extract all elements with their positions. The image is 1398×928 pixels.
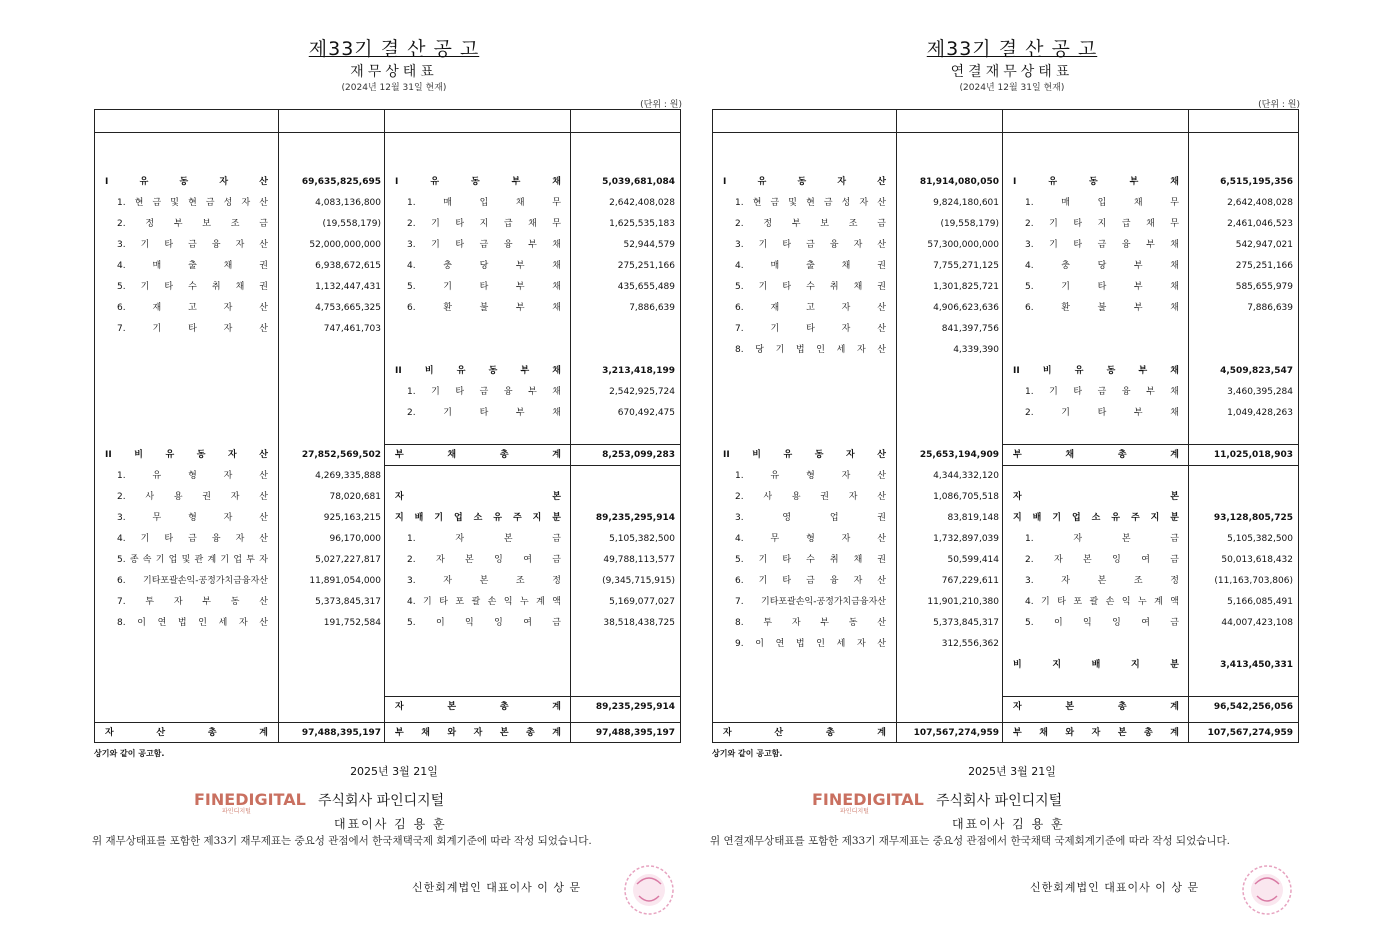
account-label: 7. 투 자 부 동 산 — [117, 597, 268, 607]
account-label: I 유 동 자 산 — [105, 177, 268, 187]
account-label: 자 본 총 계 — [1013, 702, 1179, 712]
account-amount: 78,020,681 — [329, 492, 381, 502]
account-label: 자 본 — [395, 492, 561, 502]
account-label: 5. 기 타 부 채 — [407, 282, 561, 292]
account-label: 1. 현 금 및 현 금 성 자 산 — [735, 198, 886, 208]
statement-subtitle: 연결재무상태표 — [950, 64, 1074, 80]
ceo-name: 대표이사 김 용 훈 — [952, 817, 1065, 831]
account-label: 7. 기 타 자 산 — [735, 324, 886, 334]
account-amount: 4,753,665,325 — [315, 303, 381, 313]
section-divider — [1002, 696, 1298, 697]
account-label: I 유 동 부 채 — [1013, 177, 1179, 187]
ceo-name: 대표이사 김 용 훈 — [334, 817, 447, 831]
account-amount: 50,599,414 — [947, 555, 999, 565]
account-amount: 49,788,113,577 — [603, 555, 675, 565]
account-label: 2. 기 타 지 급 채 무 — [1025, 219, 1179, 229]
account-label: 3. 자 본 조 정 — [1025, 576, 1179, 586]
account-label: 비 지 배 지 분 — [1013, 660, 1179, 670]
account-amount: 4,509,823,547 — [1220, 366, 1293, 376]
account-label: 2. 사 용 권 자 산 — [117, 492, 268, 502]
as-of-date: (2024년 12월 31일 현재) — [959, 83, 1065, 93]
section-divider — [1002, 444, 1298, 445]
account-amount: 4,339,390 — [953, 345, 999, 355]
account-label: 3. 무 형 자 산 — [117, 513, 268, 523]
consolidated-financial-statement — [712, 0, 1312, 928]
notice-date: 2025년 3월 21일 — [350, 765, 438, 778]
account-label: II 비 유 동 자 산 — [105, 450, 268, 460]
account-amount: 57,300,000,000 — [927, 240, 999, 250]
auditor-seal-stamp — [1237, 862, 1297, 918]
account-label: 1. 자 본 금 — [1025, 534, 1179, 544]
account-label: I 유 동 자 산 — [723, 177, 886, 187]
account-label: 4. 기 타 포 괄 손 익 누 계 액 — [407, 597, 561, 607]
account-amount: 747,461,703 — [323, 324, 381, 334]
unit-label: (단위 : 원) — [640, 100, 682, 110]
account-amount: 4,344,332,120 — [933, 471, 999, 481]
account-label: 3. 기 타 금 융 자 산 — [117, 240, 268, 250]
account-amount: 11,025,018,903 — [1213, 450, 1293, 460]
balance-sheet-table — [712, 109, 1299, 743]
account-amount: 1,732,897,039 — [933, 534, 999, 544]
account-amount: 767,229,611 — [941, 576, 999, 586]
account-label: 2. 정 부 보 조 금 — [735, 219, 886, 229]
account-amount: 7,755,271,125 — [933, 261, 999, 271]
account-label: 지 배 기 업 소 유 주 지 분 — [395, 513, 561, 523]
account-label: 4. 충 당 부 채 — [1025, 261, 1179, 271]
account-amount: 3,460,395,284 — [1227, 387, 1293, 397]
account-label: 3. 기 타 금 융 자 산 — [735, 240, 886, 250]
company-name: 주식회사 파인디지털 — [936, 793, 1063, 809]
header-divider — [713, 132, 1298, 133]
account-amount: 9,824,180,601 — [933, 198, 999, 208]
account-amount: 2,642,408,028 — [609, 198, 675, 208]
account-label: 자 본 — [1013, 492, 1179, 502]
account-amount: 670,492,475 — [617, 408, 675, 418]
section-divider — [1002, 465, 1298, 466]
account-label: 3. 영 업 권 — [735, 513, 886, 523]
total-divider — [95, 722, 680, 723]
account-amount: 1,086,705,518 — [933, 492, 999, 502]
account-amount: 52,000,000,000 — [309, 240, 381, 250]
auditor-signature: 신한회계법인 대표이사 이 상 문 — [1030, 881, 1200, 894]
notice-date: 2025년 3월 21일 — [968, 765, 1056, 778]
account-label: 8. 이 연 법 인 세 자 산 — [117, 618, 268, 628]
auditor-signature: 신한회계법인 대표이사 이 상 문 — [412, 881, 582, 894]
total-liab-equity-label: 부 채 와 자 본 총 계 — [1013, 728, 1179, 738]
account-amount: 435,655,489 — [617, 282, 675, 292]
account-label: 1. 유 형 자 산 — [117, 471, 268, 481]
account-amount: 25,653,194,909 — [919, 450, 999, 460]
account-amount: 5,169,077,027 — [609, 597, 675, 607]
account-label: 2. 기 타 부 채 — [407, 408, 561, 418]
account-label: 3. 기 타 금 융 부 채 — [407, 240, 561, 250]
total-assets-amount: 107,567,274,959 — [913, 728, 999, 738]
column-divider — [384, 110, 385, 742]
notice-footer: 상기와 같이 공고함. — [712, 749, 783, 758]
account-label: 8. 당 기 법 인 세 자 산 — [735, 345, 886, 355]
notice-footer: 상기와 같이 공고함. — [94, 749, 165, 758]
account-label: 2. 사 용 권 자 산 — [735, 492, 886, 502]
account-amount: 7,886,639 — [629, 303, 675, 313]
account-label: 6. 기타포괄손익-공정가치금융자산 — [117, 576, 268, 586]
account-amount: 2,642,408,028 — [1227, 198, 1293, 208]
account-label: II 비 유 동 부 채 — [395, 366, 561, 376]
account-amount: 89,235,295,914 — [595, 702, 675, 712]
account-label: 7. 기타포괄손익-공정가치금융자산 — [735, 597, 886, 607]
account-label: 7. 기 타 자 산 — [117, 324, 268, 334]
account-amount: 5,027,227,817 — [315, 555, 381, 565]
account-label: 2. 자 본 잉 여 금 — [407, 555, 561, 565]
header-divider — [95, 132, 680, 133]
account-amount: (11,163,703,806) — [1214, 576, 1293, 586]
account-amount: 89,235,295,914 — [595, 513, 675, 523]
account-amount: 96,170,000 — [329, 534, 381, 544]
account-label: 9. 이 연 법 인 세 자 산 — [735, 639, 886, 649]
account-label: 5. 기 타 부 채 — [1025, 282, 1179, 292]
account-label: 1. 유 형 자 산 — [735, 471, 886, 481]
account-amount: 925,163,215 — [323, 513, 381, 523]
account-amount: 275,251,166 — [617, 261, 675, 271]
account-label: 6. 재 고 자 산 — [735, 303, 886, 313]
account-amount: 44,007,423,108 — [1221, 618, 1293, 628]
account-label: 1. 자 본 금 — [407, 534, 561, 544]
account-label: 4. 기 타 포 괄 손 익 누 계 액 — [1025, 597, 1179, 607]
account-amount: 542,947,021 — [1235, 240, 1293, 250]
separate-financial-statement — [94, 0, 694, 928]
company-name: 주식회사 파인디지털 — [318, 793, 445, 809]
account-amount: 275,251,166 — [1235, 261, 1293, 271]
account-amount: 5,039,681,084 — [602, 177, 675, 187]
account-label: 1. 기 타 금 융 부 채 — [407, 387, 561, 397]
account-amount: 96,542,256,056 — [1213, 702, 1293, 712]
total-liab-equity-label: 부 채 와 자 본 총 계 — [395, 728, 561, 738]
account-label: 2. 정 부 보 조 금 — [117, 219, 268, 229]
account-amount: 841,397,756 — [941, 324, 999, 334]
account-label: 지 배 기 업 소 유 주 지 분 — [1013, 513, 1179, 523]
account-amount: 4,906,623,636 — [933, 303, 999, 313]
account-amount: 4,269,335,888 — [315, 471, 381, 481]
account-label: 6. 기 타 금 융 자 산 — [735, 576, 886, 586]
audit-note: 위 연결재무상태표를 포함한 제33기 재무제표는 중요성 관점에서 한국채택 국제회계기준에 따라 작성 되었습니다. — [710, 835, 1230, 847]
account-amount: 6,515,195,356 — [1220, 177, 1293, 187]
account-label: 자 본 총 계 — [395, 702, 561, 712]
account-label: 6. 환 불 부 채 — [407, 303, 561, 313]
account-amount: 52,944,579 — [623, 240, 675, 250]
account-label: 2. 기 타 부 채 — [1025, 408, 1179, 418]
section-divider — [384, 444, 680, 445]
account-amount: (9,345,715,915) — [602, 576, 675, 586]
section-divider — [384, 465, 680, 466]
account-amount: 5,373,845,317 — [933, 618, 999, 628]
account-label: 5. 기 타 수 취 채 권 — [735, 282, 886, 292]
account-amount: (19,558,179) — [940, 219, 999, 229]
account-label: 2. 기 타 지 급 채 무 — [407, 219, 561, 229]
account-label: 5. 기 타 수 취 채 권 — [735, 555, 886, 565]
total-divider — [713, 722, 1298, 723]
account-amount: 2,542,925,724 — [609, 387, 675, 397]
unit-label: (단위 : 원) — [1258, 100, 1300, 110]
account-amount: 6,938,672,615 — [315, 261, 381, 271]
account-label: II 비 유 동 자 산 — [723, 450, 886, 460]
account-amount: 8,253,099,283 — [602, 450, 675, 460]
account-label: 부 채 총 계 — [395, 450, 561, 460]
account-amount: 27,852,569,502 — [301, 450, 381, 460]
account-label: 8. 투 자 부 동 산 — [735, 618, 886, 628]
account-label: 4. 매 출 채 권 — [735, 261, 886, 271]
account-amount: 191,752,584 — [323, 618, 381, 628]
account-amount: 93,128,805,725 — [1213, 513, 1293, 523]
total-liab-equity-amount: 107,567,274,959 — [1207, 728, 1293, 738]
account-label: 5. 종 속 기 업 및 관 계 기 업 투 자 — [117, 555, 268, 565]
auditor-seal-stamp — [619, 862, 679, 918]
account-amount: 81,914,080,050 — [919, 177, 999, 187]
account-amount: 585,655,979 — [1235, 282, 1293, 292]
account-label: 2. 자 본 잉 여 금 — [1025, 555, 1179, 565]
company-logo: FINEDIGITAL 파인디지털 — [812, 790, 924, 815]
as-of-date: (2024년 12월 31일 현재) — [341, 83, 447, 93]
notice-title: 제33기 결 산 공 고 — [308, 38, 480, 60]
balance-sheet-table — [94, 109, 681, 743]
account-amount: 312,556,362 — [941, 639, 999, 649]
account-amount: 1,625,535,183 — [609, 219, 675, 229]
company-logo: FINEDIGITAL 파인디지털 — [194, 790, 306, 815]
account-label: 6. 재 고 자 산 — [117, 303, 268, 313]
audit-note: 위 재무상태표를 포함한 제33기 재무제표는 중요성 관점에서 한국채택국제 회계기준에 따라 작성 되었습니다. — [92, 835, 592, 847]
account-label: 5. 기 타 수 취 채 권 — [117, 282, 268, 292]
account-amount: 5,373,845,317 — [315, 597, 381, 607]
account-amount: 7,886,639 — [1247, 303, 1293, 313]
account-amount: 5,105,382,500 — [1227, 534, 1293, 544]
account-amount: 69,635,825,695 — [301, 177, 381, 187]
account-amount: 4,083,136,800 — [315, 198, 381, 208]
account-label: 1. 기 타 금 융 부 채 — [1025, 387, 1179, 397]
column-divider — [1002, 110, 1003, 742]
total-liab-equity-amount: 97,488,395,197 — [595, 728, 675, 738]
account-amount: 11,901,210,380 — [927, 597, 999, 607]
account-amount: 2,461,046,523 — [1227, 219, 1293, 229]
account-label: 5. 이 익 잉 여 금 — [407, 618, 561, 628]
account-amount: 11,891,054,000 — [309, 576, 381, 586]
account-label: 5. 이 익 잉 여 금 — [1025, 618, 1179, 628]
account-amount: 1,132,447,431 — [315, 282, 381, 292]
account-amount: 5,166,085,491 — [1227, 597, 1293, 607]
account-amount: 38,518,438,725 — [603, 618, 675, 628]
account-label: 4. 충 당 부 채 — [407, 261, 561, 271]
account-label: 1. 매 입 채 무 — [1025, 198, 1179, 208]
account-amount: 1,049,428,263 — [1227, 408, 1293, 418]
total-assets-label: 자 산 총 계 — [105, 728, 268, 738]
account-label: II 비 유 동 부 채 — [1013, 366, 1179, 376]
account-label: 1. 현 금 및 현 금 성 자 산 — [117, 198, 268, 208]
account-label: 3. 자 본 조 정 — [407, 576, 561, 586]
notice-title: 제33기 결 산 공 고 — [926, 38, 1098, 60]
account-label: 1. 매 입 채 무 — [407, 198, 561, 208]
account-amount: 3,213,418,199 — [602, 366, 675, 376]
account-amount: 3,413,450,331 — [1220, 660, 1293, 670]
account-label: 부 채 총 계 — [1013, 450, 1179, 460]
account-label: 4. 기 타 금 융 자 산 — [117, 534, 268, 544]
account-label: 3. 기 타 금 융 부 채 — [1025, 240, 1179, 250]
account-label: I 유 동 부 채 — [395, 177, 561, 187]
account-amount: 5,105,382,500 — [609, 534, 675, 544]
section-divider — [384, 696, 680, 697]
account-amount: (19,558,179) — [322, 219, 381, 229]
account-amount: 50,013,618,432 — [1221, 555, 1293, 565]
account-label: 4. 매 출 채 권 — [117, 261, 268, 271]
statement-subtitle: 재무상태표 — [350, 64, 438, 80]
account-amount: 1,301,825,721 — [933, 282, 999, 292]
account-label: 4. 무 형 자 산 — [735, 534, 886, 544]
account-amount: 83,819,148 — [947, 513, 999, 523]
total-assets-label: 자 산 총 계 — [723, 728, 886, 738]
total-assets-amount: 97,488,395,197 — [301, 728, 381, 738]
account-label: 6. 환 불 부 채 — [1025, 303, 1179, 313]
